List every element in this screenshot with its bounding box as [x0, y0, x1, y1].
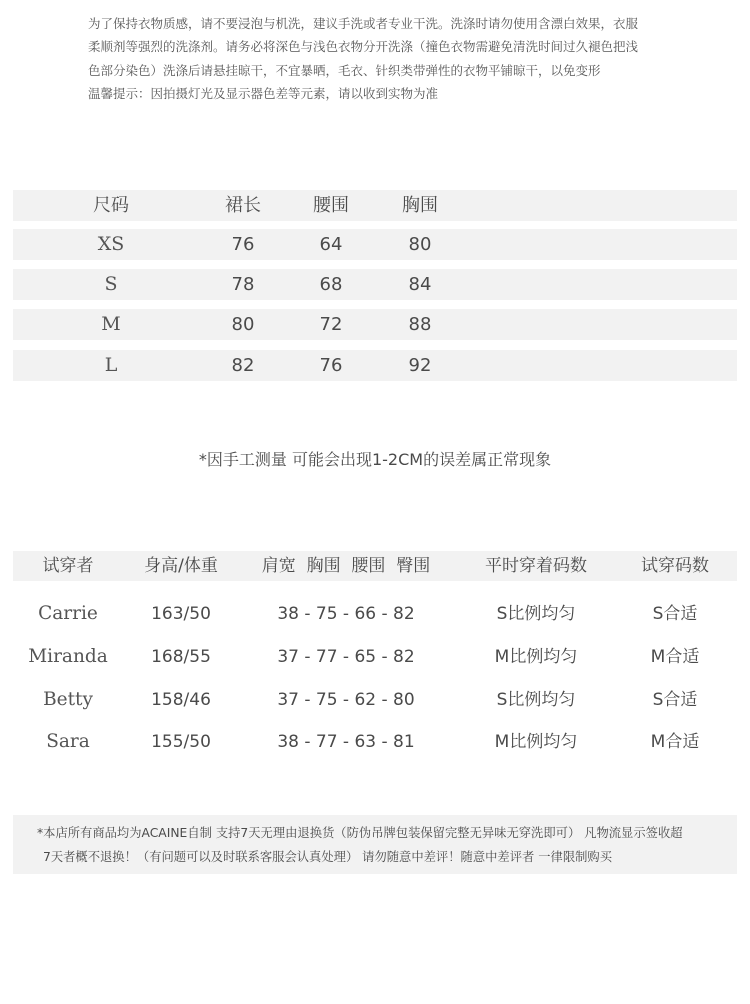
- length-value: 82: [231, 355, 255, 376]
- policy-line: *本店所有商品均为ACAINE自制 支持7天无理由退换货（防伪吊牌包装保留完整无异味无穿洗即可） 凡物流显示签收超: [37, 826, 683, 840]
- size-row: [13, 309, 737, 340]
- usual-size: S比例均匀: [496, 604, 576, 624]
- model-name: Betty: [43, 689, 93, 710]
- size-row: [13, 350, 737, 381]
- header-usual-size: 平时穿着码数: [485, 556, 587, 576]
- header-chest: 胸围: [402, 195, 438, 216]
- usual-size: S比例均匀: [496, 690, 576, 710]
- size-label: M: [101, 313, 121, 335]
- measurements: 38 - 75 - 66 - 82: [277, 604, 415, 624]
- model-name: Carrie: [38, 603, 98, 624]
- size-row: [13, 269, 737, 300]
- measurements: 38 - 77 - 63 - 81: [277, 732, 415, 752]
- waist-value: 68: [319, 274, 343, 295]
- waist-value: 72: [319, 314, 343, 335]
- measurement-note: *因手工测量 可能会出现1-2CM的误差属正常现象: [198, 450, 552, 469]
- measurements: 37 - 77 - 65 - 82: [277, 647, 415, 667]
- length-value: 78: [231, 274, 255, 295]
- header-measurements: 肩宽 胸围 腰围 臀围: [261, 556, 431, 576]
- model-row: [13, 680, 737, 720]
- model-name: Miranda: [28, 646, 108, 667]
- tried-size: S合适: [652, 604, 698, 624]
- size-table-header: [13, 190, 737, 221]
- model-row: [13, 594, 737, 634]
- measurements: 37 - 75 - 62 - 80: [277, 690, 415, 710]
- chest-value: 80: [408, 234, 432, 255]
- height-weight: 168/55: [151, 647, 211, 667]
- store-policy-notice: [13, 815, 737, 874]
- waist-value: 76: [319, 355, 343, 376]
- header-size: 尺码: [93, 195, 129, 216]
- care-line: 柔顺剂等强烈的洗涤剂。请务必将深色与浅色衣物分开洗涤（撞色衣物需避免清洗时间过久褪色把浅: [88, 39, 639, 55]
- care-line: 温馨提示：因拍摄灯光及显示器色差等元素，请以收到实物为准: [88, 85, 439, 101]
- size-label: S: [104, 273, 118, 295]
- care-instructions: [88, 12, 668, 105]
- header-waist: 腰围: [313, 195, 349, 216]
- height-weight: 155/50: [151, 732, 211, 752]
- height-weight: 163/50: [151, 604, 211, 624]
- header-model: 试穿者: [42, 556, 94, 576]
- header-tried-size: 试穿码数: [641, 556, 709, 576]
- usual-size: M比例均匀: [494, 732, 578, 752]
- care-line: 色部分染色）洗涤后请悬挂晾干，不宜暴晒，毛衣、针织类带弹性的衣物平铺晾干，以免变形: [88, 62, 601, 78]
- policy-line: 7天者概不退换！（有问题可以及时联系客服会认真处理） 请勿随意中差评！随意中差评者 一律限制购买: [43, 850, 613, 864]
- length-value: 80: [231, 314, 255, 335]
- model-name: Sara: [46, 731, 90, 752]
- header-height-weight: 身高/体重: [144, 556, 218, 576]
- model-row: [13, 637, 737, 677]
- usual-size: M比例均匀: [494, 647, 578, 667]
- model-row: [13, 722, 737, 762]
- care-line: 为了保持衣物质感，请不要浸泡与机洗，建议手洗或者专业干洗。洗涤时请勿使用含漂白效果，衣服: [88, 16, 639, 31]
- chest-value: 88: [408, 314, 432, 335]
- chest-value: 84: [408, 274, 432, 295]
- tried-size: M合适: [650, 732, 700, 752]
- size-label: L: [104, 354, 118, 376]
- tried-size: M合适: [650, 647, 700, 667]
- tried-size: S合适: [652, 690, 698, 710]
- chest-value: 92: [408, 355, 432, 376]
- height-weight: 158/46: [151, 690, 211, 710]
- header-length: 裙长: [225, 195, 261, 216]
- length-value: 76: [231, 234, 255, 255]
- size-row: [13, 229, 737, 260]
- model-table-header: [13, 551, 737, 581]
- size-label: XS: [97, 233, 125, 255]
- waist-value: 64: [319, 234, 343, 255]
